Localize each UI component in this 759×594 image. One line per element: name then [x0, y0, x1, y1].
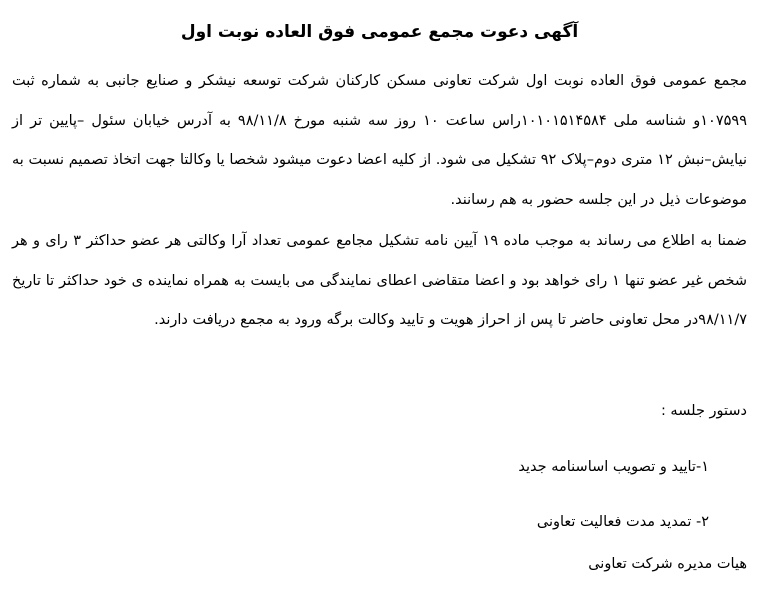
- proxy-rules-paragraph: ضمنا به اطلاع می رساند به موجب ماده ۱۹ آیین نامه تشکیل مجامع عمومی تعداد آرا وکالتی هر عضو حداکثر ۳ رای و هر شخص غیر عضو تنها ۱ رای خواهد بود و اعضا متقاضی اعطای نمایندگی می بایست به همراه نماینده ی خود حداکثر تا تاریخ ۹۸/۱۱/۷در محل تعاونی حاضر تا پس از احراز هویت و تایید وکالت برگه ورود به مجمع دریافت دارند.: [12, 233, 747, 328]
- invitation-paragraph: مجمع عمومی فوق العاده نوبت اول شرکت تعاونی مسکن کارکنان شرکت توسعه نیشکر و صنایع جانبی به شماره ثبت ۱۰۷۵۹۹و شناسه ملی ۱۰۱۰۱۵۱۴۵۸۴راس ساعت ۱۰ روز سه شنبه مورخ ۹۸/۱۱/۸ به آدرس خیابان سئول –پایین تر از نیایش–نبش ۱۲ متری دوم–پلاک ۹۲ تشکیل می شود. از کلیه اعضا دعوت میشود شخصا یا وکالتا جهت اتخاذ تصمیم نسبت به موضوعات ذیل در این جلسه حضور به هم رسانند.: [12, 73, 748, 208]
- notice-title: آگهی دعوت مجمع عمومی فوق العاده نوبت اول: [180, 22, 579, 42]
- agenda-label: دستور جلسه :: [660, 403, 747, 419]
- agenda-item: ۲- تمدید مدت فعالیت تعاونی: [536, 514, 709, 530]
- agenda-item: ۱-تایید و تصویب اساسنامه جدید: [518, 459, 709, 475]
- signature: هیات مدیره شرکت تعاونی: [588, 556, 747, 572]
